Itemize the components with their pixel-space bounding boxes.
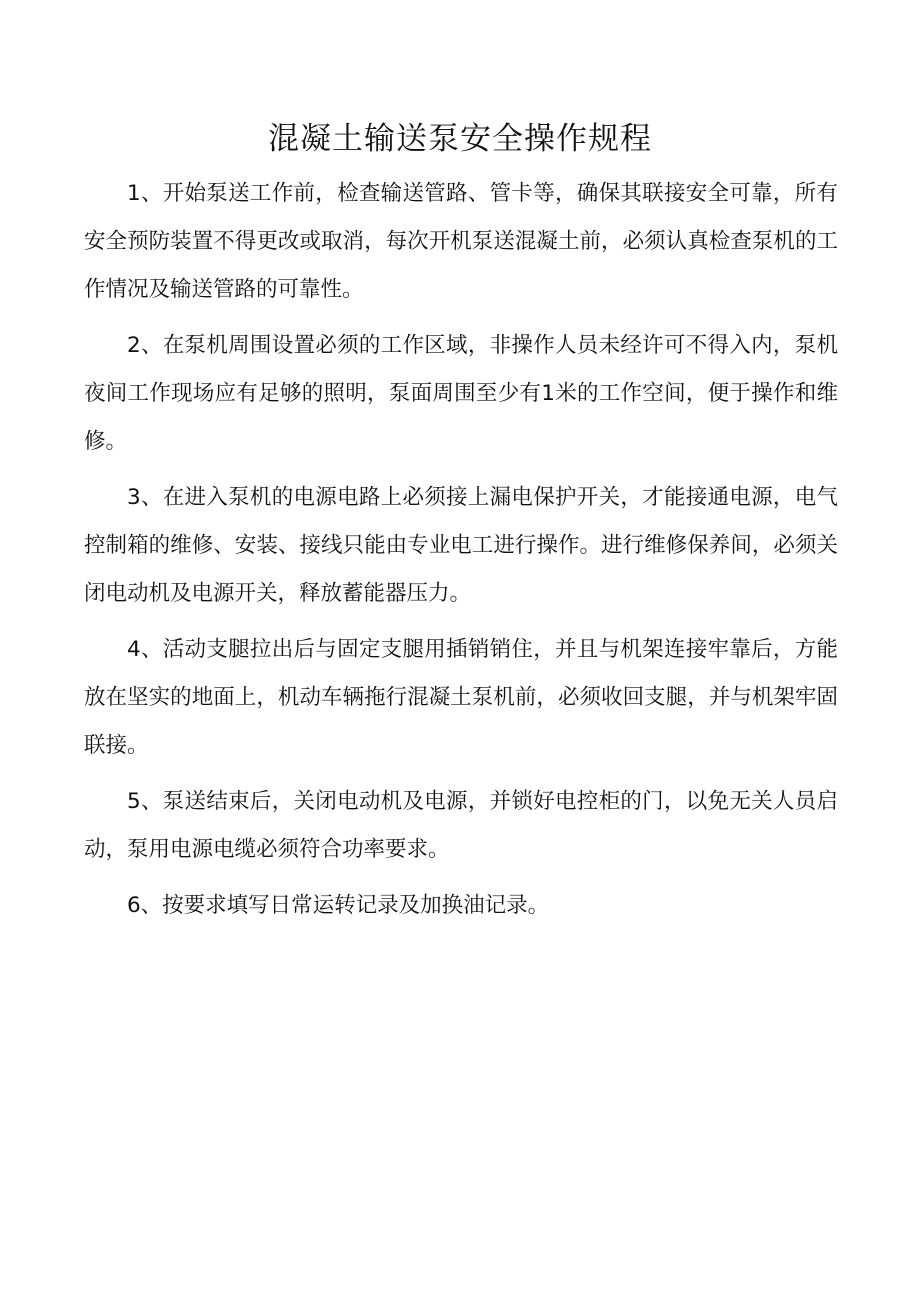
paragraph-5: 5、泵送结束后，关闭电动机及电源，并锁好电控柜的门，以免无关人员启动，泵用电源电缆必须符合功率要求。	[84, 789, 838, 862]
paragraph-2: 2、在泵机周围设置必须的工作区域，非操作人员未经许可不得入内，泵机夜间工作现场应有足够的照明，泵面周围至少有1米的工作空间，便于操作和维修。	[84, 333, 838, 454]
document-body	[84, 170, 838, 930]
document-title: 混凝土输送泵安全操作规程	[268, 121, 652, 157]
paragraph-4: 4、活动支腿拉出后与固定支腿用插销销住，并且与机架连接牢靠后，方能放在坚实的地面上，机动车辆拖行混凝土泵机前，必须收回支腿，并与机架牢固联接。	[84, 637, 838, 758]
paragraph-1: 1、开始泵送工作前，检查输送管路、管卡等，确保其联接安全可靠，所有安全预防装置不得更改或取消，每次开机泵送混凝土前，必须认真检查泵机的工作情况及输送管路的可靠性。	[84, 181, 838, 302]
paragraph-3: 3、在进入泵机的电源电路上必须接上漏电保护开关，才能接通电源，电气控制箱的维修、安装、接线只能由专业电工进行操作。进行维修保养间，必须关闭电动机及电源开关，释放蓄能器压力。	[84, 485, 838, 606]
paragraph-6: 6、按要求填写日常运转记录及加换油记录。	[127, 893, 550, 918]
